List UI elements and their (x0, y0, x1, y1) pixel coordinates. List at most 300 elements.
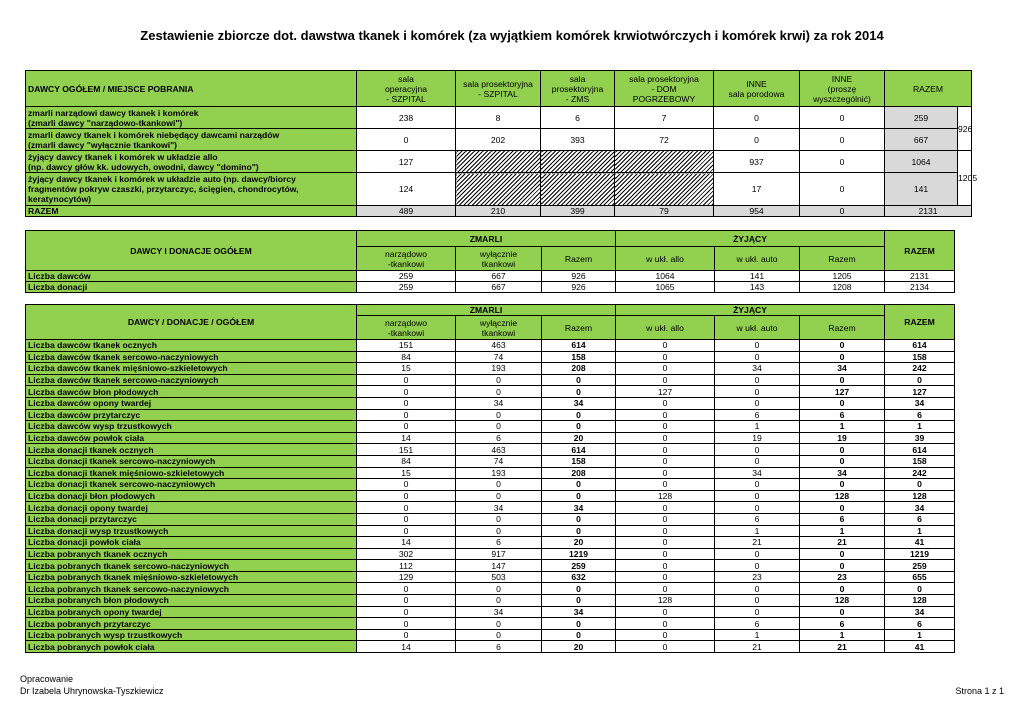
t3-row (26, 560, 955, 572)
t3-cell: 0 (616, 409, 715, 421)
t2-row (26, 271, 955, 282)
t3-cell-total: 34 (885, 502, 955, 514)
t3-cell: 0 (616, 455, 715, 467)
t3-cell: 917 (456, 548, 542, 560)
t3-cell: 20 (542, 432, 616, 444)
t1-cell-total: 141 (885, 173, 958, 206)
t1-cell: 6 (541, 107, 615, 129)
t3-cell: 208 (542, 363, 616, 375)
t2-cell: 259 (357, 282, 456, 293)
t2-zyjacy-header: ŻYJĄCY (616, 231, 885, 247)
t3-cell: 6 (800, 409, 885, 421)
t3-cell: 0 (616, 479, 715, 491)
t1-cell: 937 (714, 151, 800, 173)
t3-cell: 6 (715, 618, 800, 630)
t1-row-label: zmarli dawcy tkanek i komórek niebędący dawcami narządów (zmarli dawcy "wyłącznie tkankowi") (26, 129, 357, 151)
t1-cell: 0 (800, 173, 885, 206)
t1-total-cell: 79 (615, 206, 714, 217)
t3-cell: 0 (715, 386, 800, 398)
t3-cell: 0 (542, 479, 616, 491)
t3-cell-total: 242 (885, 467, 955, 479)
t3-cell: 0 (456, 629, 542, 641)
t1-row (26, 107, 972, 129)
t3-row (26, 629, 955, 641)
t3-cell: 158 (542, 455, 616, 467)
t3-cell: 0 (800, 351, 885, 363)
t2-cell: 1065 (616, 282, 715, 293)
t1-cell-total: 1064 (885, 151, 958, 173)
t3-row-label: Liczba pobranych tkanek sercowo-naczyniowych (26, 560, 357, 572)
t3-cell: 0 (542, 490, 616, 502)
t1-sum-dead: 926 (958, 107, 972, 151)
t3-cell-total: 128 (885, 595, 955, 607)
t3-cell: 0 (542, 629, 616, 641)
t3-subheader: w ukł. auto (715, 316, 800, 340)
t3-cell: 0 (616, 513, 715, 525)
t3-cell: 259 (542, 560, 616, 572)
t2-subheader: narządowo -tkankowi (357, 247, 456, 271)
t1-row (26, 173, 972, 206)
t3-cell-total: 41 (885, 537, 955, 549)
t3-cell: 0 (800, 548, 885, 560)
t3-cell: 0 (715, 606, 800, 618)
t3-cell: 128 (616, 490, 715, 502)
t3-cell: 0 (616, 618, 715, 630)
t3-cell-total: 242 (885, 363, 955, 375)
t3-row (26, 409, 955, 421)
t1-cell: 0 (800, 107, 885, 129)
t2-subheader: w ukł. auto (715, 247, 800, 271)
t3-cell-total: 1 (885, 421, 955, 433)
t3-cell: 0 (456, 525, 542, 537)
t1-cell: 0 (357, 129, 456, 151)
t3-cell: 0 (715, 595, 800, 607)
t1-header-col: sala operacyjna - SZPITAL (357, 71, 456, 107)
t3-cell-total: 158 (885, 455, 955, 467)
t3-cell: 84 (357, 455, 456, 467)
t3-row-label: Liczba pobranych przytarczyc (26, 618, 357, 630)
donors-donations-total-table (25, 230, 955, 293)
t3-cell-total: 158 (885, 351, 955, 363)
t1-row (26, 129, 972, 151)
t3-cell: 0 (616, 629, 715, 641)
t3-row-label: Liczba donacji tkanek ocznych (26, 444, 357, 456)
t3-cell-total: 614 (885, 340, 955, 352)
t1-total-row (26, 206, 972, 217)
t3-cell: 0 (357, 490, 456, 502)
t3-row (26, 444, 955, 456)
t1-cell: 124 (357, 173, 456, 206)
t3-cell: 23 (715, 571, 800, 583)
t3-cell: 34 (456, 606, 542, 618)
t3-cell: 0 (357, 618, 456, 630)
t1-total-cell: 399 (541, 206, 615, 217)
t3-cell: 127 (616, 386, 715, 398)
t3-cell: 0 (357, 502, 456, 514)
t3-row (26, 363, 955, 375)
t3-subheader: w ukł. allo (616, 316, 715, 340)
t3-cell: 0 (542, 409, 616, 421)
t3-cell: 0 (715, 490, 800, 502)
t3-cell-total: 655 (885, 571, 955, 583)
t3-row-label: Liczba dawców wysp trzustkowych (26, 421, 357, 433)
t2-subheader: wyłącznie tkankowi (456, 247, 542, 271)
t2-total-header: RAZEM (885, 231, 955, 271)
t3-cell: 0 (456, 479, 542, 491)
t3-cell: 21 (800, 537, 885, 549)
t2-cell: 141 (715, 271, 800, 282)
t3-cell: 0 (616, 606, 715, 618)
t1-header-col: sala prosektoryjna - ZMS (541, 71, 615, 107)
t3-cell: 0 (357, 386, 456, 398)
t3-cell: 0 (800, 479, 885, 491)
t2-row-label: Liczba dawców (26, 271, 357, 282)
t3-subheader: wyłącznie tkankowi (456, 316, 542, 340)
t3-cell: 6 (715, 513, 800, 525)
t3-row (26, 397, 955, 409)
t3-row-label: Liczba pobranych tkanek sercowo-naczyniowych (26, 583, 357, 595)
t3-cell: 0 (616, 374, 715, 386)
t3-cell: 6 (715, 409, 800, 421)
t3-cell: 21 (715, 641, 800, 653)
t3-cell: 0 (715, 351, 800, 363)
document-title: Zestawienie zbiorcze dot. dawstwa tkanek i komórek (za wyjątkiem komórek krwiotwórczych i komórek krwi) za rok 2014 (140, 28, 884, 43)
t3-cell: 0 (715, 548, 800, 560)
t3-cell: 0 (616, 525, 715, 537)
t2-cell: 1205 (800, 271, 885, 282)
t3-cell: 0 (616, 583, 715, 595)
t3-cell: 0 (542, 525, 616, 537)
t3-cell-total: 39 (885, 432, 955, 444)
t3-cell: 0 (357, 409, 456, 421)
t3-cell: 34 (715, 467, 800, 479)
t3-cell: 127 (800, 386, 885, 398)
t3-cell: 0 (715, 444, 800, 456)
t3-zyjacy-header: ŻYJĄCY (616, 305, 885, 316)
t3-cell: 0 (800, 455, 885, 467)
t3-cell: 0 (800, 583, 885, 595)
t3-cell: 0 (616, 421, 715, 433)
t3-total-header: RAZEM (885, 305, 955, 340)
t3-cell: 151 (357, 444, 456, 456)
t2-subheader: Razem (542, 247, 616, 271)
t3-cell: 0 (616, 363, 715, 375)
t3-cell-total: 1 (885, 629, 955, 641)
t1-header-col: INNE sala porodowa (714, 71, 800, 107)
t2-cell: 926 (542, 271, 616, 282)
t1-row (26, 151, 972, 173)
t3-cell: 0 (357, 397, 456, 409)
t3-row-label: Liczba pobranych tkanek ocznych (26, 548, 357, 560)
t3-cell: 0 (800, 340, 885, 352)
t2-body (26, 231, 955, 293)
t3-row-label: Liczba pobranych tkanek mięśniowo-szkieletowych (26, 571, 357, 583)
t3-body (26, 305, 955, 653)
t1-hatched-cell (541, 151, 615, 173)
t3-cell: 34 (800, 363, 885, 375)
tissue-details-table (25, 304, 955, 653)
t3-cell: 208 (542, 467, 616, 479)
t3-cell: 1 (715, 421, 800, 433)
t3-row-label: Liczba dawców błon płodowych (26, 386, 357, 398)
t3-cell: 1 (800, 421, 885, 433)
t3-cell-total: 6 (885, 513, 955, 525)
t3-cell: 0 (357, 513, 456, 525)
t3-row-label: Liczba dawców przytarczyc (26, 409, 357, 421)
t3-cell: 0 (456, 490, 542, 502)
t3-cell: 614 (542, 340, 616, 352)
t3-cell: 503 (456, 571, 542, 583)
t3-header-label: DAWCY / DONACJE / OGÓŁEM (26, 305, 357, 340)
t3-cell: 0 (715, 397, 800, 409)
t3-cell: 0 (456, 595, 542, 607)
t3-cell: 0 (456, 513, 542, 525)
t3-cell: 0 (800, 444, 885, 456)
t1-row-label: zmarli narządowi dawcy tkanek i komórek (zmarli dawcy "narządowo-tkankowi") (26, 107, 357, 129)
t1-row-label: żyjący dawcy tkanek i komórek w układzie auto (np. dawcy/biorcy fragmentów pokryw czaszki, przytarczyc, ścięgien, chondrocytów, keratynocytów) (26, 173, 357, 206)
t2-cell: 259 (357, 271, 456, 282)
t3-cell-total: 0 (885, 583, 955, 595)
t3-cell: 0 (616, 537, 715, 549)
t3-row-label: Liczba donacji tkanek sercowo-naczyniowych (26, 455, 357, 467)
t3-cell: 0 (616, 340, 715, 352)
t3-cell: 0 (542, 421, 616, 433)
t3-cell: 0 (542, 595, 616, 607)
t3-cell: 0 (800, 502, 885, 514)
t3-row (26, 548, 955, 560)
t3-cell-total: 1219 (885, 548, 955, 560)
t3-cell: 0 (715, 560, 800, 572)
t1-cell: 72 (615, 129, 714, 151)
t3-cell: 0 (800, 397, 885, 409)
t3-row (26, 455, 955, 467)
t3-cell: 128 (800, 490, 885, 502)
t3-cell: 0 (800, 374, 885, 386)
t3-row-label: Liczba donacji tkanek mięśniowo-szkieletowych (26, 467, 357, 479)
t3-cell: 0 (616, 467, 715, 479)
t1-total-label: RAZEM (26, 206, 357, 217)
t1-sum-living: 1205 (958, 151, 972, 206)
t3-cell: 0 (357, 525, 456, 537)
t3-cell: 0 (357, 421, 456, 433)
t3-row (26, 606, 955, 618)
t1-cell: 0 (714, 129, 800, 151)
t3-cell: 0 (800, 560, 885, 572)
t3-cell: 14 (357, 641, 456, 653)
t1-cell: 0 (714, 107, 800, 129)
t3-subheader: Razem (542, 316, 616, 340)
t2-zmarli-header: ZMARLI (357, 231, 616, 247)
t3-cell-total: 259 (885, 560, 955, 572)
t2-cell: 2134 (885, 282, 955, 293)
t3-cell: 84 (357, 351, 456, 363)
t3-cell: 193 (456, 467, 542, 479)
t1-cell: 0 (800, 129, 885, 151)
t3-cell: 463 (456, 340, 542, 352)
t1-cell: 202 (456, 129, 541, 151)
t3-cell: 34 (715, 363, 800, 375)
t1-cell-total: 667 (885, 129, 958, 151)
t3-cell: 0 (456, 409, 542, 421)
t3-cell: 34 (542, 606, 616, 618)
t3-cell: 0 (542, 386, 616, 398)
t3-cell: 0 (616, 432, 715, 444)
t3-cell: 34 (542, 502, 616, 514)
t3-cell: 302 (357, 548, 456, 560)
t3-cell-total: 6 (885, 409, 955, 421)
t3-cell: 0 (715, 502, 800, 514)
t3-cell: 463 (456, 444, 542, 456)
footer-label: Opracowanie (20, 674, 74, 684)
t3-row (26, 595, 955, 607)
t3-row-label: Liczba dawców tkanek mięśniowo-szkieletowych (26, 363, 357, 375)
t1-cell: 17 (714, 173, 800, 206)
t3-row (26, 583, 955, 595)
t3-cell: 0 (357, 606, 456, 618)
t3-row (26, 513, 955, 525)
t3-cell-total: 127 (885, 386, 955, 398)
t3-row-label: Liczba dawców opony twardej (26, 397, 357, 409)
t2-cell: 2131 (885, 271, 955, 282)
t3-row-label: Liczba donacji opony twardej (26, 502, 357, 514)
t3-cell: 0 (715, 479, 800, 491)
t3-cell: 15 (357, 467, 456, 479)
t3-cell: 34 (456, 502, 542, 514)
t1-total-cell: 0 (800, 206, 885, 217)
t1-header-col: sala prosektoryjna - DOM POGRZEBOWY (615, 71, 714, 107)
t3-cell: 0 (715, 340, 800, 352)
t3-cell: 19 (800, 432, 885, 444)
t3-cell: 6 (456, 537, 542, 549)
t2-subheader: w ukł. allo (616, 247, 715, 271)
t3-row (26, 432, 955, 444)
t3-row-label: Liczba donacji przytarczyc (26, 513, 357, 525)
t3-cell-total: 614 (885, 444, 955, 456)
t3-row-label: Liczba dawców tkanek ocznych (26, 340, 357, 352)
t3-cell: 6 (456, 641, 542, 653)
t3-cell: 0 (715, 374, 800, 386)
t3-subheader: Razem (800, 316, 885, 340)
t3-cell: 0 (715, 455, 800, 467)
t3-cell: 34 (542, 397, 616, 409)
t3-cell: 0 (616, 444, 715, 456)
t3-cell: 1 (715, 525, 800, 537)
t1-cell: 0 (800, 151, 885, 173)
t3-cell: 6 (800, 513, 885, 525)
t1-header-row (26, 71, 972, 107)
footer-author: Dr Izabela Uhrynowska-Tyszkiewicz (20, 686, 164, 696)
t3-cell: 1219 (542, 548, 616, 560)
t2-cell: 143 (715, 282, 800, 293)
t2-row-label: Liczba donacji (26, 282, 357, 293)
t1-total-cell: 210 (456, 206, 541, 217)
t3-cell: 0 (456, 618, 542, 630)
t3-cell: 0 (616, 351, 715, 363)
t3-zmarli-header: ZMARLI (357, 305, 616, 316)
t1-hatched-cell (541, 173, 615, 206)
t1-cell: 238 (357, 107, 456, 129)
footer-prepared-by (20, 674, 164, 696)
t1-header-total: RAZEM (885, 71, 972, 107)
t3-cell: 614 (542, 444, 616, 456)
t3-row (26, 479, 955, 491)
t2-header-label: DAWCY I DONACJE OGÓŁEM (26, 231, 357, 271)
t3-cell: 0 (456, 386, 542, 398)
t3-row-label: Liczba donacji tkanek sercowo-naczyniowych (26, 479, 357, 491)
t3-cell: 1 (800, 629, 885, 641)
t3-cell: 112 (357, 560, 456, 572)
t3-row (26, 525, 955, 537)
t3-cell: 0 (616, 560, 715, 572)
t1-cell: 127 (357, 151, 456, 173)
t1-total-cell: 489 (357, 206, 456, 217)
t3-cell: 0 (456, 583, 542, 595)
t1-cell-total: 259 (885, 107, 958, 129)
t3-cell: 632 (542, 571, 616, 583)
t3-row-label: Liczba pobranych wysp trzustkowych (26, 629, 357, 641)
t3-cell: 20 (542, 537, 616, 549)
t3-row (26, 641, 955, 653)
t1-total-cell: 954 (714, 206, 800, 217)
t3-row (26, 618, 955, 630)
t2-cell: 1208 (800, 282, 885, 293)
t3-cell: 0 (616, 548, 715, 560)
t3-cell: 74 (456, 351, 542, 363)
t1-row-label: żyjący dawcy tkanek i komórek w układzie allo (np. dawcy głów kk. udowych, owodni, dawcy "domino") (26, 151, 357, 173)
t1-header-col: INNE (proszę wyszczególnić) (800, 71, 885, 107)
t3-cell: 23 (800, 571, 885, 583)
t1-header-label: DAWCY OGÓŁEM / MIEJSCE POBRANIA (26, 71, 357, 107)
t3-row (26, 340, 955, 352)
t3-cell: 0 (456, 374, 542, 386)
t3-cell: 6 (456, 432, 542, 444)
t3-row-label: Liczba donacji powłok ciała (26, 537, 357, 549)
t3-cell: 0 (715, 583, 800, 595)
t3-cell-total: 0 (885, 374, 955, 386)
t3-cell: 1 (715, 629, 800, 641)
t3-cell: 0 (542, 618, 616, 630)
t3-cell: 6 (800, 618, 885, 630)
t3-row-label: Liczba pobranych błon płodowych (26, 595, 357, 607)
t3-cell-total: 41 (885, 641, 955, 653)
t3-row-label: Liczba pobranych opony twardej (26, 606, 357, 618)
t3-cell: 128 (616, 595, 715, 607)
t3-cell: 34 (800, 467, 885, 479)
t2-cell: 1064 (616, 271, 715, 282)
t1-hatched-cell (615, 173, 714, 206)
t3-cell-total: 34 (885, 397, 955, 409)
t2-header-row (26, 231, 955, 247)
t3-cell: 0 (456, 421, 542, 433)
t3-cell: 151 (357, 340, 456, 352)
t2-row (26, 282, 955, 293)
donors-by-location-table (25, 70, 978, 217)
t3-cell: 0 (616, 502, 715, 514)
t1-cell: 8 (456, 107, 541, 129)
t3-cell: 0 (542, 374, 616, 386)
t3-cell: 0 (357, 629, 456, 641)
t2-cell: 926 (542, 282, 616, 293)
t1-header-col: sala prosektoryjna - SZPITAL (456, 71, 541, 107)
t3-cell: 21 (800, 641, 885, 653)
t3-row-label: Liczba donacji wysp trzustkowych (26, 525, 357, 537)
t3-cell-total: 1 (885, 525, 955, 537)
t3-cell: 0 (357, 595, 456, 607)
t3-cell: 0 (542, 583, 616, 595)
t3-cell: 14 (357, 537, 456, 549)
t3-row (26, 351, 955, 363)
t3-cell-total: 6 (885, 618, 955, 630)
